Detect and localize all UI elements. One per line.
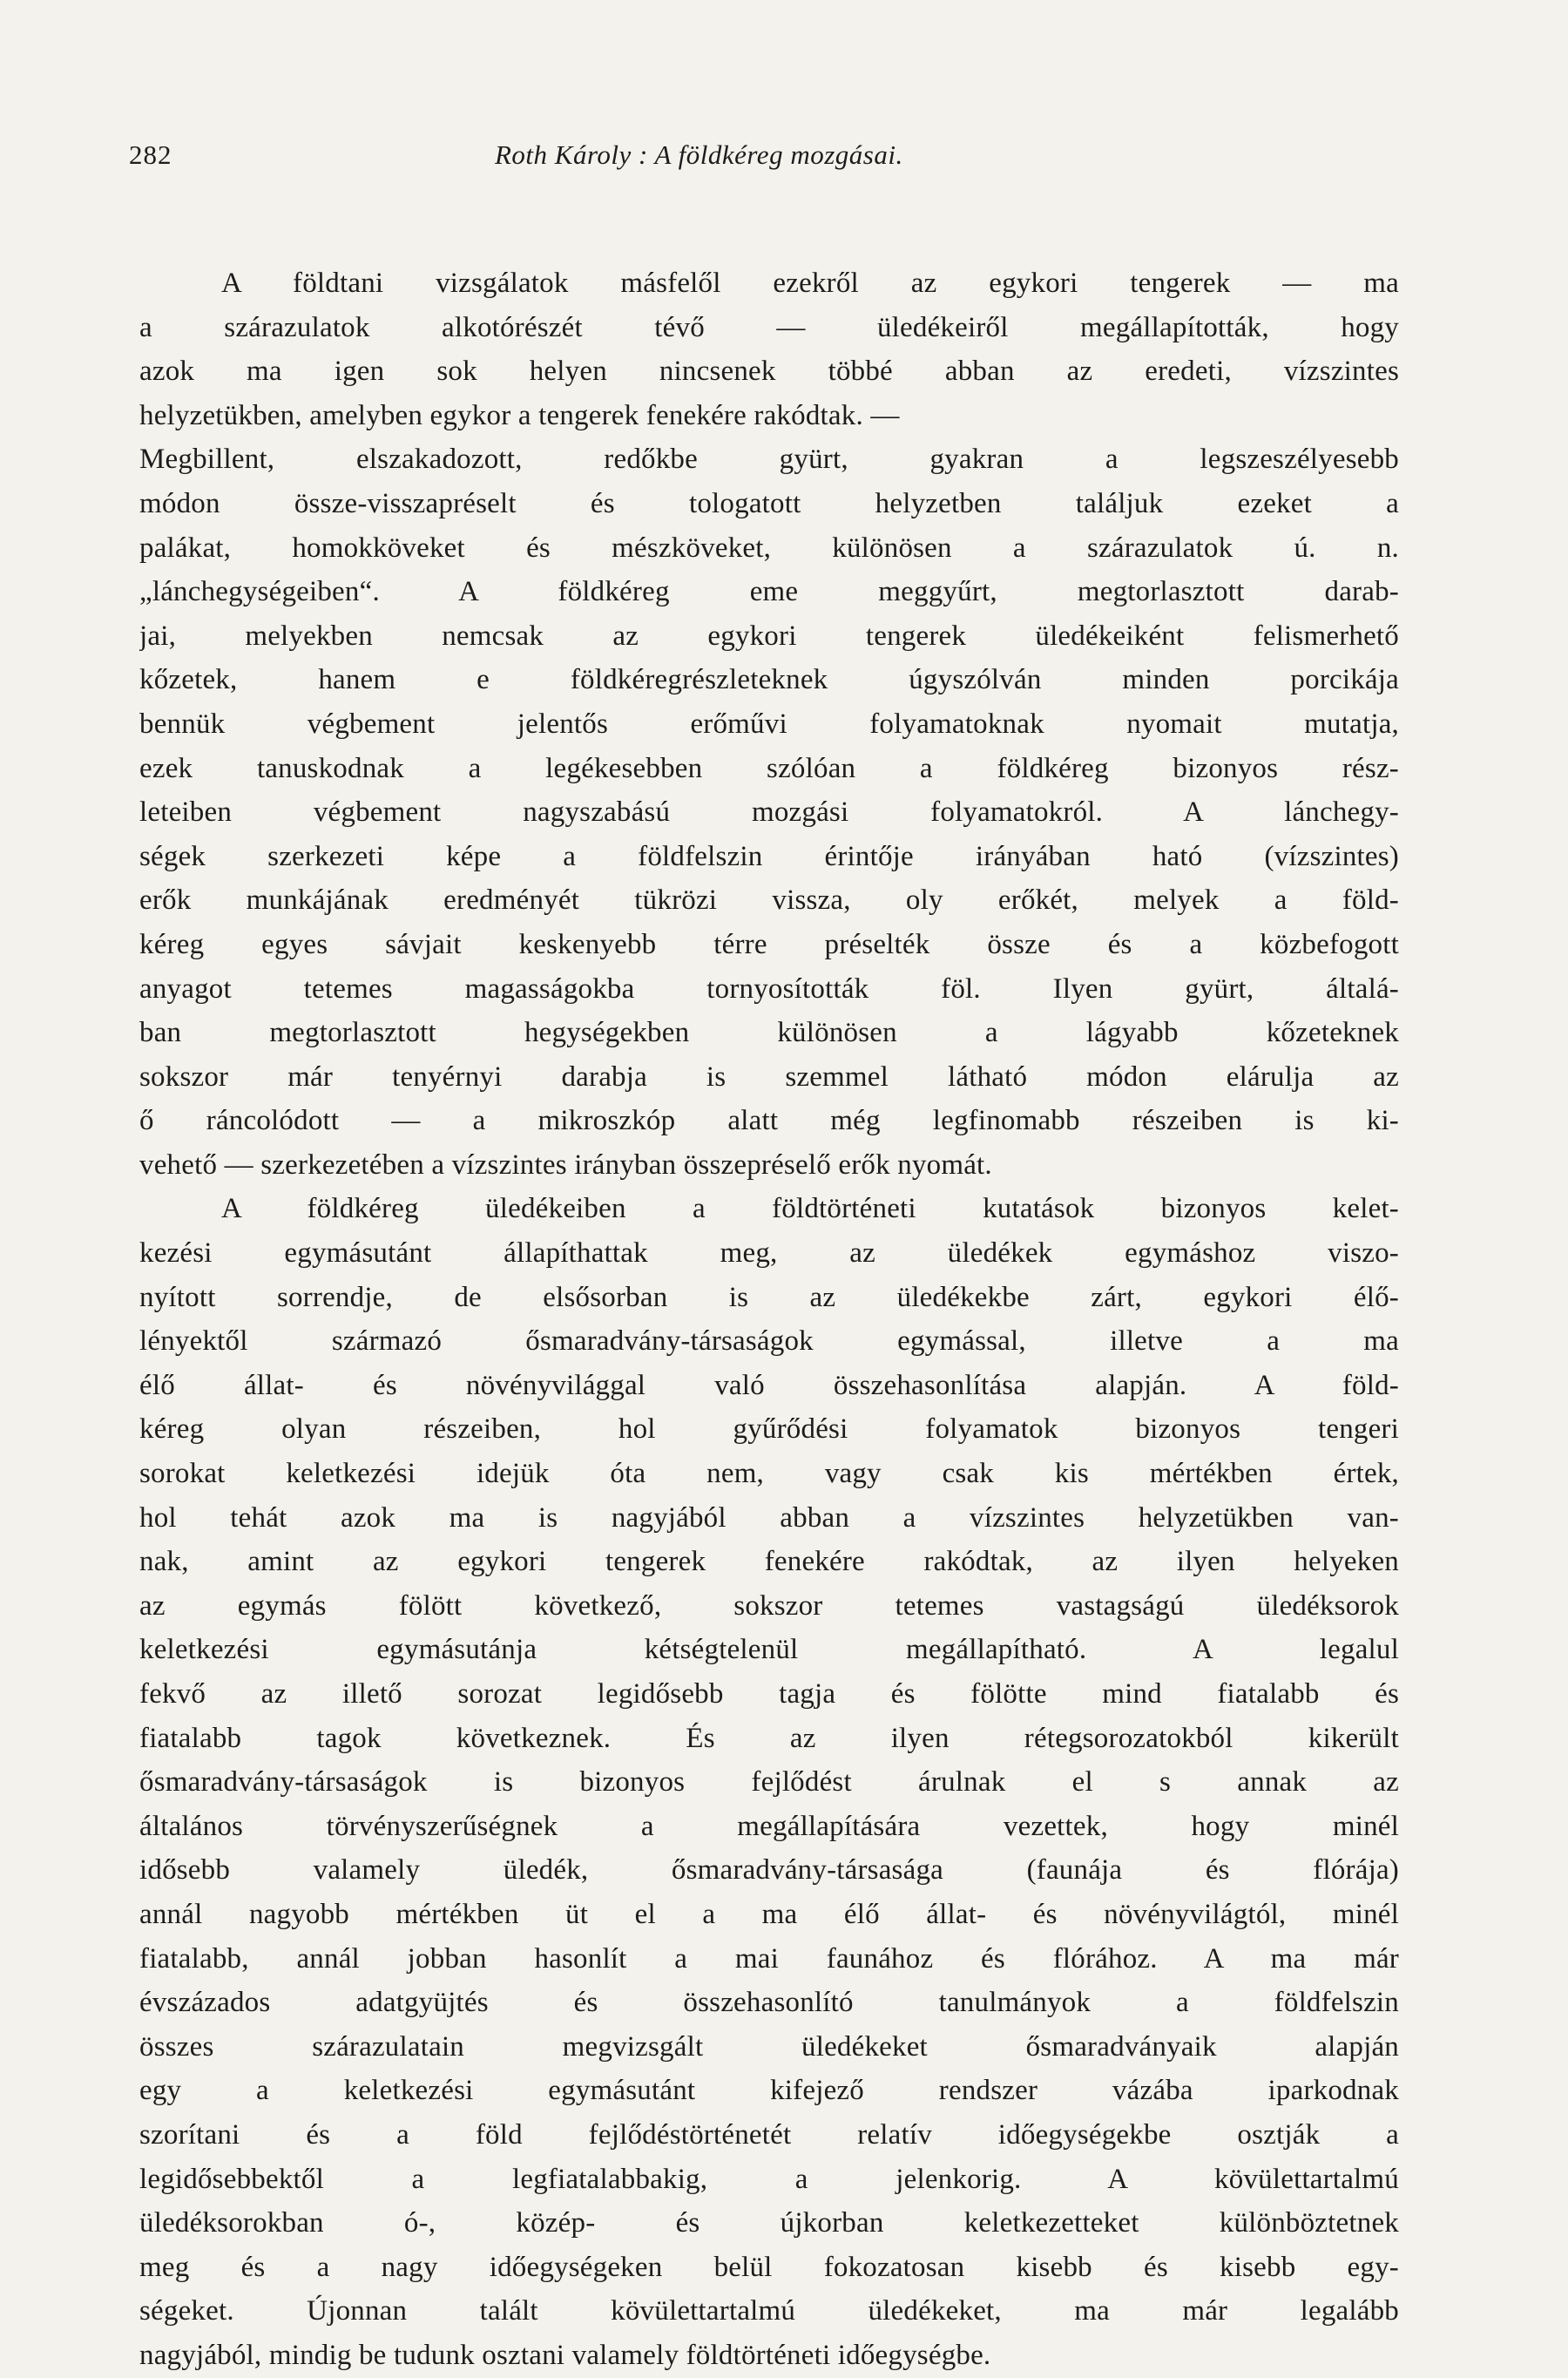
text-line: helyzetükben, amelyben egykor a tengerek fenekére rakódtak. — <box>139 399 900 431</box>
running-title: Roth Károly : A földkéreg mozgásai. <box>495 139 903 170</box>
text-line: nyított sorrendje, de elsősorban is az üledékekbe zárt, egykori élő- <box>139 1281 1399 1313</box>
text-line: kéreg egyes sávjait keskenyebb térre préselték össze és a közbefogott <box>139 928 1399 960</box>
text-line: kéreg olyan részeiben, hol gyűrődési folyamatok bizonyos tengeri <box>139 1413 1399 1446</box>
text-line: vehető — szerkezetében a vízszintes irányban összepréselő erők nyomát. <box>139 1148 992 1181</box>
text-line: erők munkájának eredményét tükrözi vissza, oly erőkét, melyek a föld- <box>139 884 1399 917</box>
text-line: A földtani vizsgálatok másfelől ezekről az egykori tengerek — ma <box>221 268 1399 299</box>
text-line: leteiben végbement nagyszabású mozgási folyamatokról. A lánchegy- <box>139 796 1399 829</box>
text-line: anyagot tetemes magasságokba tornyosították föl. Ilyen gyürt, általá- <box>139 972 1399 1005</box>
text-line: fiatalabb tagok következnek. És az ilyen rétegsorozatokból kikerült <box>139 1722 1399 1754</box>
text-line: jai, melyekben nemcsak az egykori tengerek üledékeiként felismerhető <box>139 620 1399 652</box>
text-line: idősebb valamely üledék, ősmaradvány-társasága (faunája és flórája) <box>139 1854 1399 1887</box>
text-line: Megbillent, elszakadozott, redőkbe gyürt, gyakran a legszeszélyesebb <box>139 444 1399 476</box>
text-line: általános törvényszerűségnek a megállapítására vezettek, hogy minél <box>139 1810 1399 1842</box>
text-line: annál nagyobb mértékben üt el a ma élő állat- és növényvilágtól, minél <box>139 1898 1399 1930</box>
text-line: évszázados adatgyüjtés és összehasonlító tanulmányok a földfelszin <box>139 1987 1399 2019</box>
text-line: ban megtorlasztott hegységekben különösen a lágyabb kőzeteknek <box>139 1017 1399 1049</box>
text-line: összes szárazulatain megvizsgált üledékeket ősmaradványaik alapján <box>139 2030 1399 2063</box>
text-line: hol tehát azok ma is nagyjából abban a vízszintes helyzetükben van- <box>139 1501 1399 1534</box>
text-line: ősmaradvány-társaságok is bizonyos fejlődést árulnak el s annak az <box>139 1766 1399 1799</box>
text-line: keletkezési egymásutánja kétségtelenül megállapítható. A legalul <box>139 1634 1399 1666</box>
text-line: „lánchegységeiben“. A földkéreg eme meggyűrt, megtorlasztott darab- <box>139 576 1399 608</box>
text-line: ő ráncolódott — a mikroszkóp alatt még legfinomabb részeiben is ki- <box>139 1105 1399 1137</box>
text-line: bennük végbement jelentős erőművi folyamatoknak nyomait mutatja, <box>139 708 1399 740</box>
text-line: kőzetek, hanem e földkéregrészleteknek úgyszólván minden porcikája <box>139 664 1399 696</box>
text-line: nagyjából, mindig be tudunk osztani valamely földtörténeti időegységbe. <box>139 2339 991 2371</box>
text-line: módon össze-visszapréselt és tologatott helyzetben találjuk ezeket a <box>139 487 1399 519</box>
text-line: azok ma igen sok helyen nincsenek többé abban az eredeti, vízszintes <box>139 356 1399 388</box>
text-line: nak, amint az egykori tengerek fenekére rakódtak, az ilyen helyeken <box>139 1546 1399 1578</box>
text-line: ezek tanuskodnak a legékesebben szólóan a földkéreg bizonyos rész- <box>139 752 1399 784</box>
running-head <box>129 138 1401 181</box>
text-line: kezési egymásutánt állapíthattak meg, az üledékek egymáshoz viszo- <box>139 1237 1399 1270</box>
text-line: szorítani és a föld fejlődéstörténetét relatív időegységekbe osztják a <box>139 2118 1399 2151</box>
body-text <box>139 261 1399 2378</box>
text-line: ségeket. Újonnan talált kövülettartalmú üledékeket, ma már legalább <box>139 2295 1399 2327</box>
text-line: sokszor már tenyérnyi darabja is szemmel látható módon elárulja az <box>139 1060 1399 1093</box>
page-number: 282 <box>129 139 172 170</box>
text-line: ségek szerkezeti képe a földfelszin érintője irányában ható (vízszintes) <box>139 840 1399 872</box>
text-line: fekvő az illető sorozat legidősebb tagja és fölötte mind fiatalabb és <box>139 1678 1399 1710</box>
text-line: egy a keletkezési egymásutánt kifejező rendszer vázába iparkodnak <box>139 2075 1399 2107</box>
text-line: sorokat keletkezési idejük óta nem, vagy csak kis mértékben értek, <box>139 1458 1399 1490</box>
text-line: a szárazulatok alkotórészét tévő — üledékeiről megállapították, hogy <box>139 311 1399 343</box>
text-line: üledéksorokban ó-, közép- és újkorban keletkezetteket különböztetnek <box>139 2207 1399 2239</box>
text-line: fiatalabb, annál jobban hasonlít a mai faunához és flórához. A ma már <box>139 1942 1399 1975</box>
text-line: palákat, homokköveket és mészköveket, különösen a szárazulatok ú. n. <box>139 532 1399 564</box>
text-line: legidősebbektől a legfiatalabbakig, a jelenkorig. A kövülettartalmú <box>139 2163 1399 2195</box>
text-line: az egymás fölött következő, sokszor tetemes vastagságú üledéksorok <box>139 1589 1399 1622</box>
text-line: A földkéreg üledékeiben a földtörténeti kutatások bizonyos kelet- <box>221 1193 1399 1225</box>
text-line: élő állat- és növényvilággal való összehasonlítása alapján. A föld- <box>139 1369 1399 1401</box>
text-line: meg és a nagy időegységeken belül fokozatosan kisebb és kisebb egy- <box>139 2251 1399 2283</box>
text-line: lényektől származó ősmaradvány-társaságok egymással, illetve a ma <box>139 1325 1399 1358</box>
